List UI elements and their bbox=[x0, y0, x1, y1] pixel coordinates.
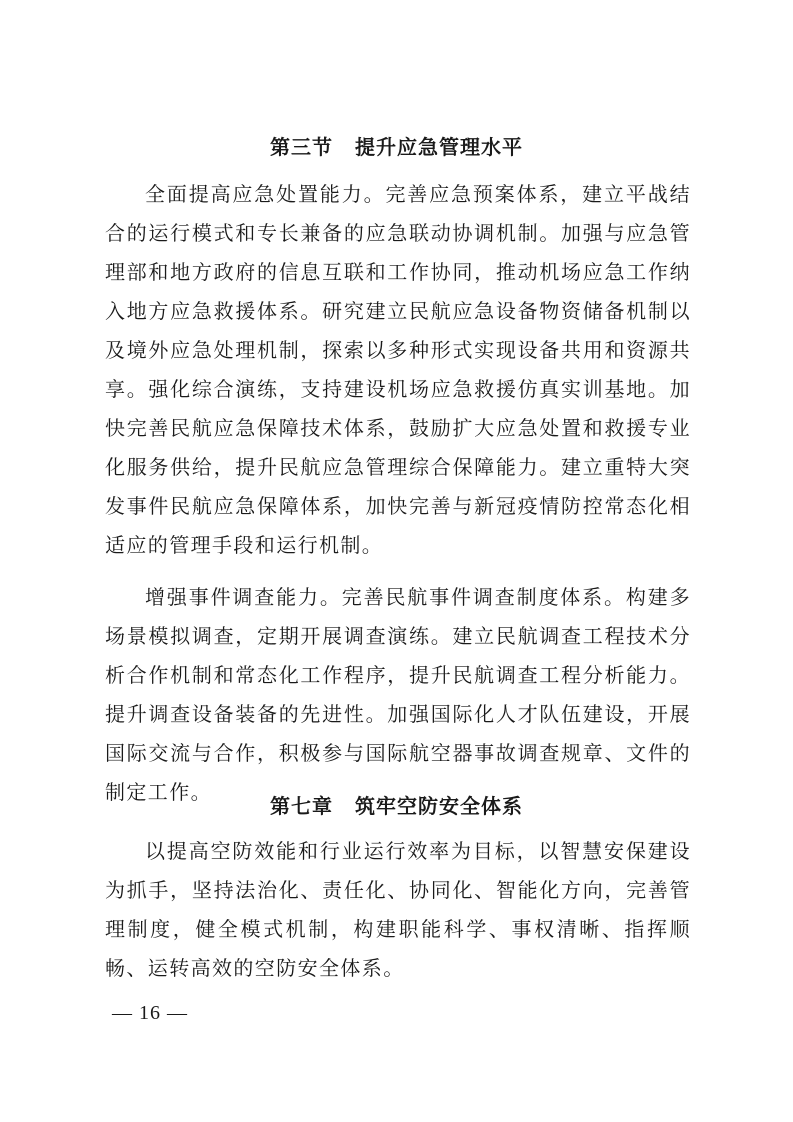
section-title-text: 提升应急管理水平 bbox=[355, 135, 523, 159]
chapter-number: 第七章 bbox=[270, 794, 333, 818]
section-number: 第三节 bbox=[270, 135, 333, 159]
paragraph-air-defense-security: 以提高空防效能和行业运行效率为目标，以智慧安保建设为抓手，坚持法治化、责任化、协同化、智能化方向，完善管理制度，健全模式机制，构建职能科学、事权清晰、指挥顺畅、运转高效的空防安全体系。 bbox=[105, 839, 691, 980]
paragraph-emergency-response: 全面提高应急处置能力。完善应急预案体系，建立平战结合的运行模式和专长兼备的应急联动协调机制。加强与应急管理部和地方政府的信息互联和工作协同，推动机场应急工作纳入地方应急救援体系。研究建立民航应急设备物资储备机制以及境外应急处理机制，探索以多种形式实现设备共用和资源共享。强化综合演练，支持建设机场应急救援仿真实训基地。加快完善民航应急保障技术体系，鼓励扩大应急处置和救援专业化服务供给，提升民航应急管理综合保障能力。建立重特大突发事件民航应急保障体系，加快完善与新冠疫情防控常态化相适应的管理手段和运行机制。 bbox=[105, 182, 691, 557]
paragraph-incident-investigation: 增强事件调查能力。完善民航事件调查制度体系。构建多场景模拟调查，定期开展调查演练。建立民航调查工程技术分析合作机制和常态化工作程序，提升民航调查工程分析能力。提升调查设备装备的先进性。加强国际化人才队伍建设，开展国际交流与合作，积极参与国际航空器事故调查规章、文件的制定工作。 bbox=[105, 585, 691, 804]
section-heading bbox=[0, 131, 793, 160]
page-number: — 16 — bbox=[112, 1002, 188, 1024]
chapter-heading bbox=[0, 790, 793, 819]
chapter-title-text: 筑牢空防安全体系 bbox=[355, 794, 523, 818]
